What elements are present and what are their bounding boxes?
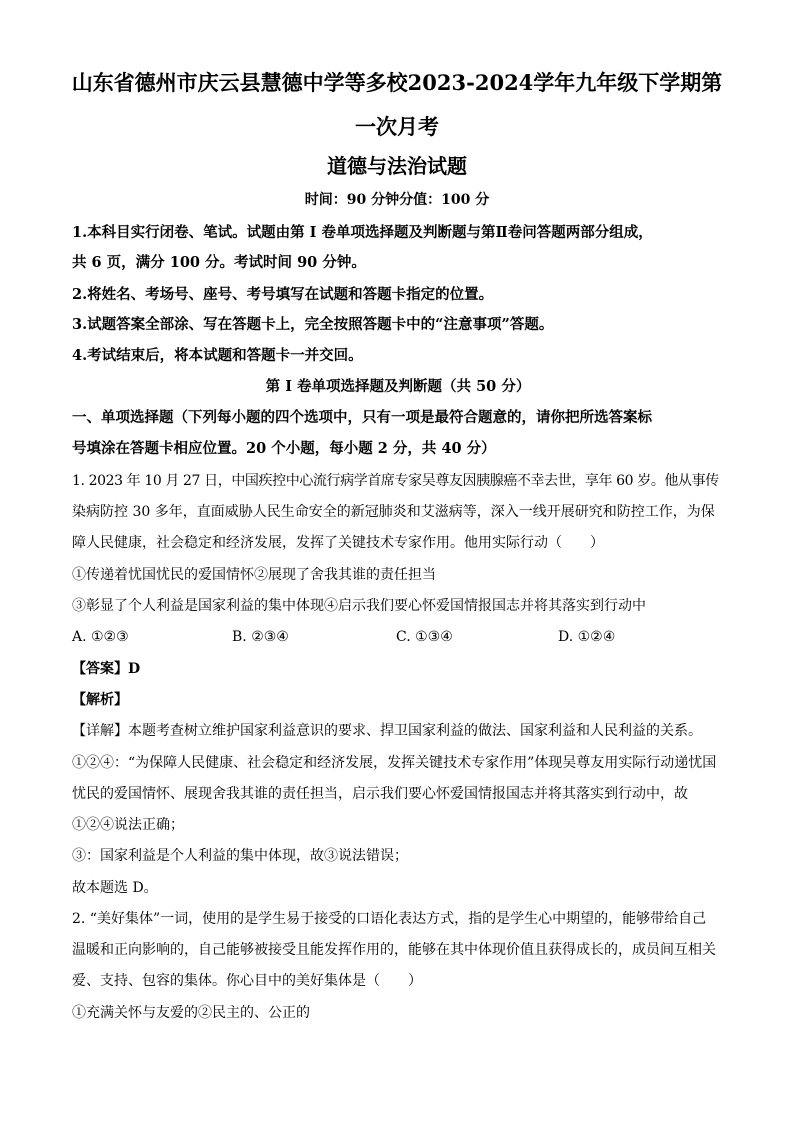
q1-option-b: B. ②③④ [232, 629, 289, 645]
exam-title-line-2: 一次月考 [355, 114, 439, 139]
q1-option-d: D. ①②④ [558, 629, 616, 645]
q2-stem-line: 爱、支持、包容的集体。你心目中的美好集体是（ ） [72, 973, 422, 989]
q1-detail-line: ③：国家利益是个人利益的集中体现，故③说法错误； [72, 848, 408, 864]
q1-detail-line: ①②④说法正确； [72, 817, 184, 833]
q2-stem-line: 温暖和正向影响的，自己能够被接受且能发挥作用的，能够在其中体现价值且获得成长的，成员间互相关 [72, 942, 716, 958]
q1-detail-line: 故本题选 D。 [72, 880, 158, 896]
instruction-line: 1.本科目实行闭卷、笔试。试题由第 I 卷单项选择题及判断题与第Ⅱ卷问答题两部分组成， [72, 224, 653, 241]
time-score: 时间：90 分钟分值：100 分 [304, 192, 490, 208]
part-heading-line: 一、单项选择题（下列每小题的四个选项中，只有一项是最符合题意的，请你把所选答案标 [72, 409, 652, 426]
q1-stem-line: 障人民健康，社会稳定和经济发展，发挥了关键技术专家作用。他用实际行动（ ） [72, 535, 604, 551]
exam-title-line-1: 山东省德州市庆云县慧德中学等多校2023-2024学年九年级下学期第 [71, 70, 723, 95]
q2-stem-line: 2. “美好集体”一词，使用的是学生易于接受的口语化表达方式，指的是学生心中期望的，能够带给自己 [72, 911, 707, 927]
section-title: 第 I 卷单项选择题及判断题（共 50 分） [265, 378, 531, 395]
q1-stem-line: 染病防控 30 多年，直面威胁人民生命安全的新冠肺炎和艾滋病等，深入一线开展研究和防控工作，为保 [72, 504, 715, 520]
q1-stem-line: 1. 2023 年 10 月 27 日，中国疾控中心流行病学首席专家吴尊友因胰腺癌不幸去世，享年 60 岁。他从事传 [72, 473, 719, 489]
q2-statement-line: ①充满关怀与友爱的②民主的、公正的 [72, 1005, 310, 1021]
q1-analysis-label: 【解析】 [72, 692, 128, 708]
q1-statement-line: ①传递着忧国忧民的爱国情怀②展现了舍我其谁的责任担当 [72, 567, 436, 583]
q1-detail-line: 【详解】本题考查树立维护国家利益意识的要求、捍卫国家利益的做法、国家利益和人民利益的关系。 [72, 723, 702, 739]
instruction-line: 3.试题答案全部涂、写在答题卡上，完全按照答题卡中的“注意事项”答题。 [72, 316, 554, 333]
q1-detail-line: 忧民的爱国情怀、展现舍我其谁的责任担当，启示我们要心怀爱国情报国志并将其落实到行动中，故 [72, 786, 688, 802]
instruction-line: 2.将姓名、考场号、座号、考号填写在试题和答题卡指定的位置。 [72, 286, 494, 303]
q1-statement-line: ③彰显了个人利益是国家利益的集中体现④启示我们要心怀爱国情报国志并将其落实到行动中 [72, 598, 646, 614]
instruction-line: 4.考试结束后，将本试题和答题卡一并交回。 [72, 347, 363, 364]
instruction-line: 共 6 页，满分 100 分。考试时间 90 分钟。 [72, 254, 366, 271]
q1-answer: 【答案】D [72, 661, 141, 677]
q1-detail-line: ①②④：“为保障人民健康、社会稳定和经济发展，发挥关键技术专家作用”体现吴尊友用实际行动递忧国 [72, 755, 717, 771]
exam-subtitle: 道德与法治试题 [327, 154, 467, 178]
part-heading-line: 号填涂在答题卡相应位置。20 个小题，每小题 2 分，共 40 分） [72, 440, 496, 457]
q1-option-a: A. ①②③ [72, 629, 129, 645]
q1-option-c: C. ①③④ [396, 629, 453, 645]
